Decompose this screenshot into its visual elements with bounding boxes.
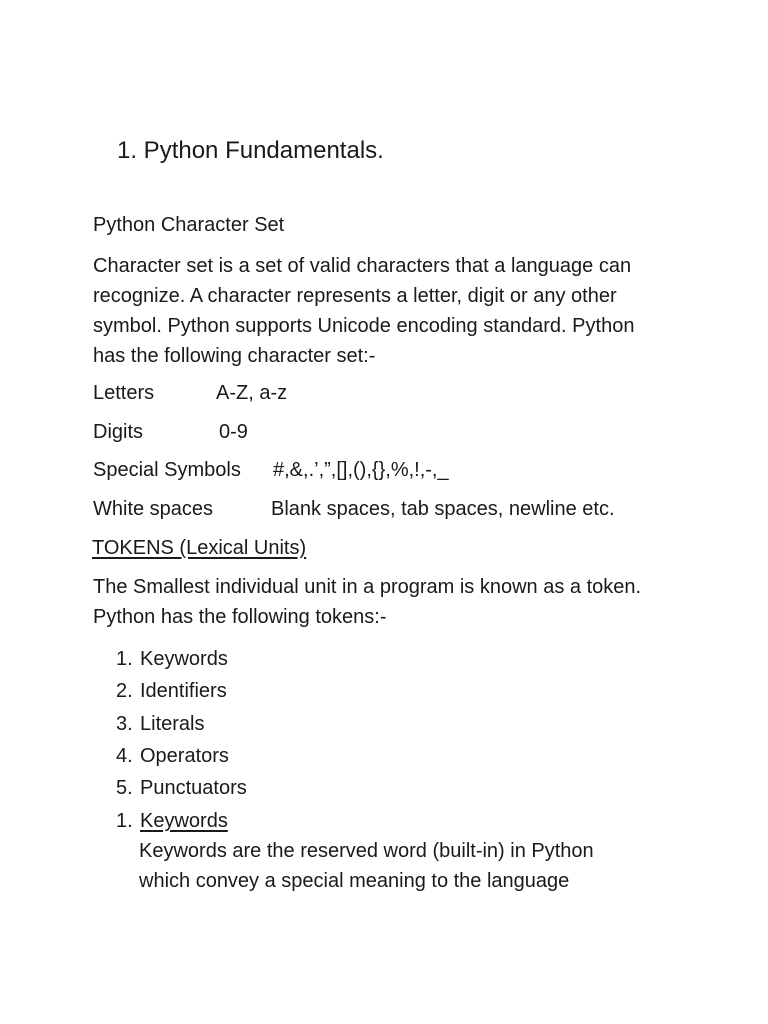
list-item-number: 1. <box>116 648 133 670</box>
charset-value-whitespace: Blank spaces, tab spaces, newline etc. <box>271 498 615 520</box>
keywords-description <box>139 836 594 896</box>
tokens-intro-line: Python has the following tokens:- <box>93 606 387 628</box>
section-title: Python Character Set <box>93 214 285 236</box>
list-item-number: 5. <box>116 777 133 799</box>
list-item: Keywords <box>140 648 228 670</box>
list-item: Punctuators <box>140 777 247 799</box>
charset-value-letters: A-Z, a-z <box>216 382 288 404</box>
keywords-title: Keywords <box>140 810 228 832</box>
intro-line: recognize. A character represents a letter, digit or any other <box>93 285 617 307</box>
intro-paragraph <box>93 251 634 371</box>
charset-label-whitespace: White spaces <box>93 498 214 520</box>
intro-line: symbol. Python supports Unicode encoding standard. Python <box>93 315 635 337</box>
keywords-line: Keywords are the reserved word (built-in) in Python <box>139 840 594 862</box>
intro-line: Character set is a set of valid characters that a language can <box>93 255 632 277</box>
tokens-intro-line: The Smallest individual unit in a program is known as a token. <box>93 576 642 598</box>
tokens-intro <box>93 572 641 632</box>
tokens-heading: TOKENS (Lexical Units) <box>92 537 307 559</box>
charset-label-letters: Letters <box>93 382 155 404</box>
keywords-number: 1. <box>116 810 133 832</box>
list-item-number: 2. <box>116 680 133 702</box>
charset-label-symbols: Special Symbols <box>93 459 241 481</box>
list-item-number: 3. <box>116 713 133 735</box>
charset-value-digits: 0-9 <box>219 421 248 443</box>
list-item: Identifiers <box>140 680 227 702</box>
page-title: 1. Python Fundamentals. <box>117 137 384 164</box>
charset-value-symbols: #,&,.’,”,[],(),{},%,!,-,_ <box>273 459 449 481</box>
list-item-number: 4. <box>116 745 133 767</box>
keywords-line: which convey a special meaning to the language <box>139 870 570 892</box>
list-item: Operators <box>140 745 229 767</box>
list-item: Literals <box>140 713 205 735</box>
intro-line: has the following character set:- <box>93 345 376 367</box>
charset-label-digits: Digits <box>93 421 144 443</box>
